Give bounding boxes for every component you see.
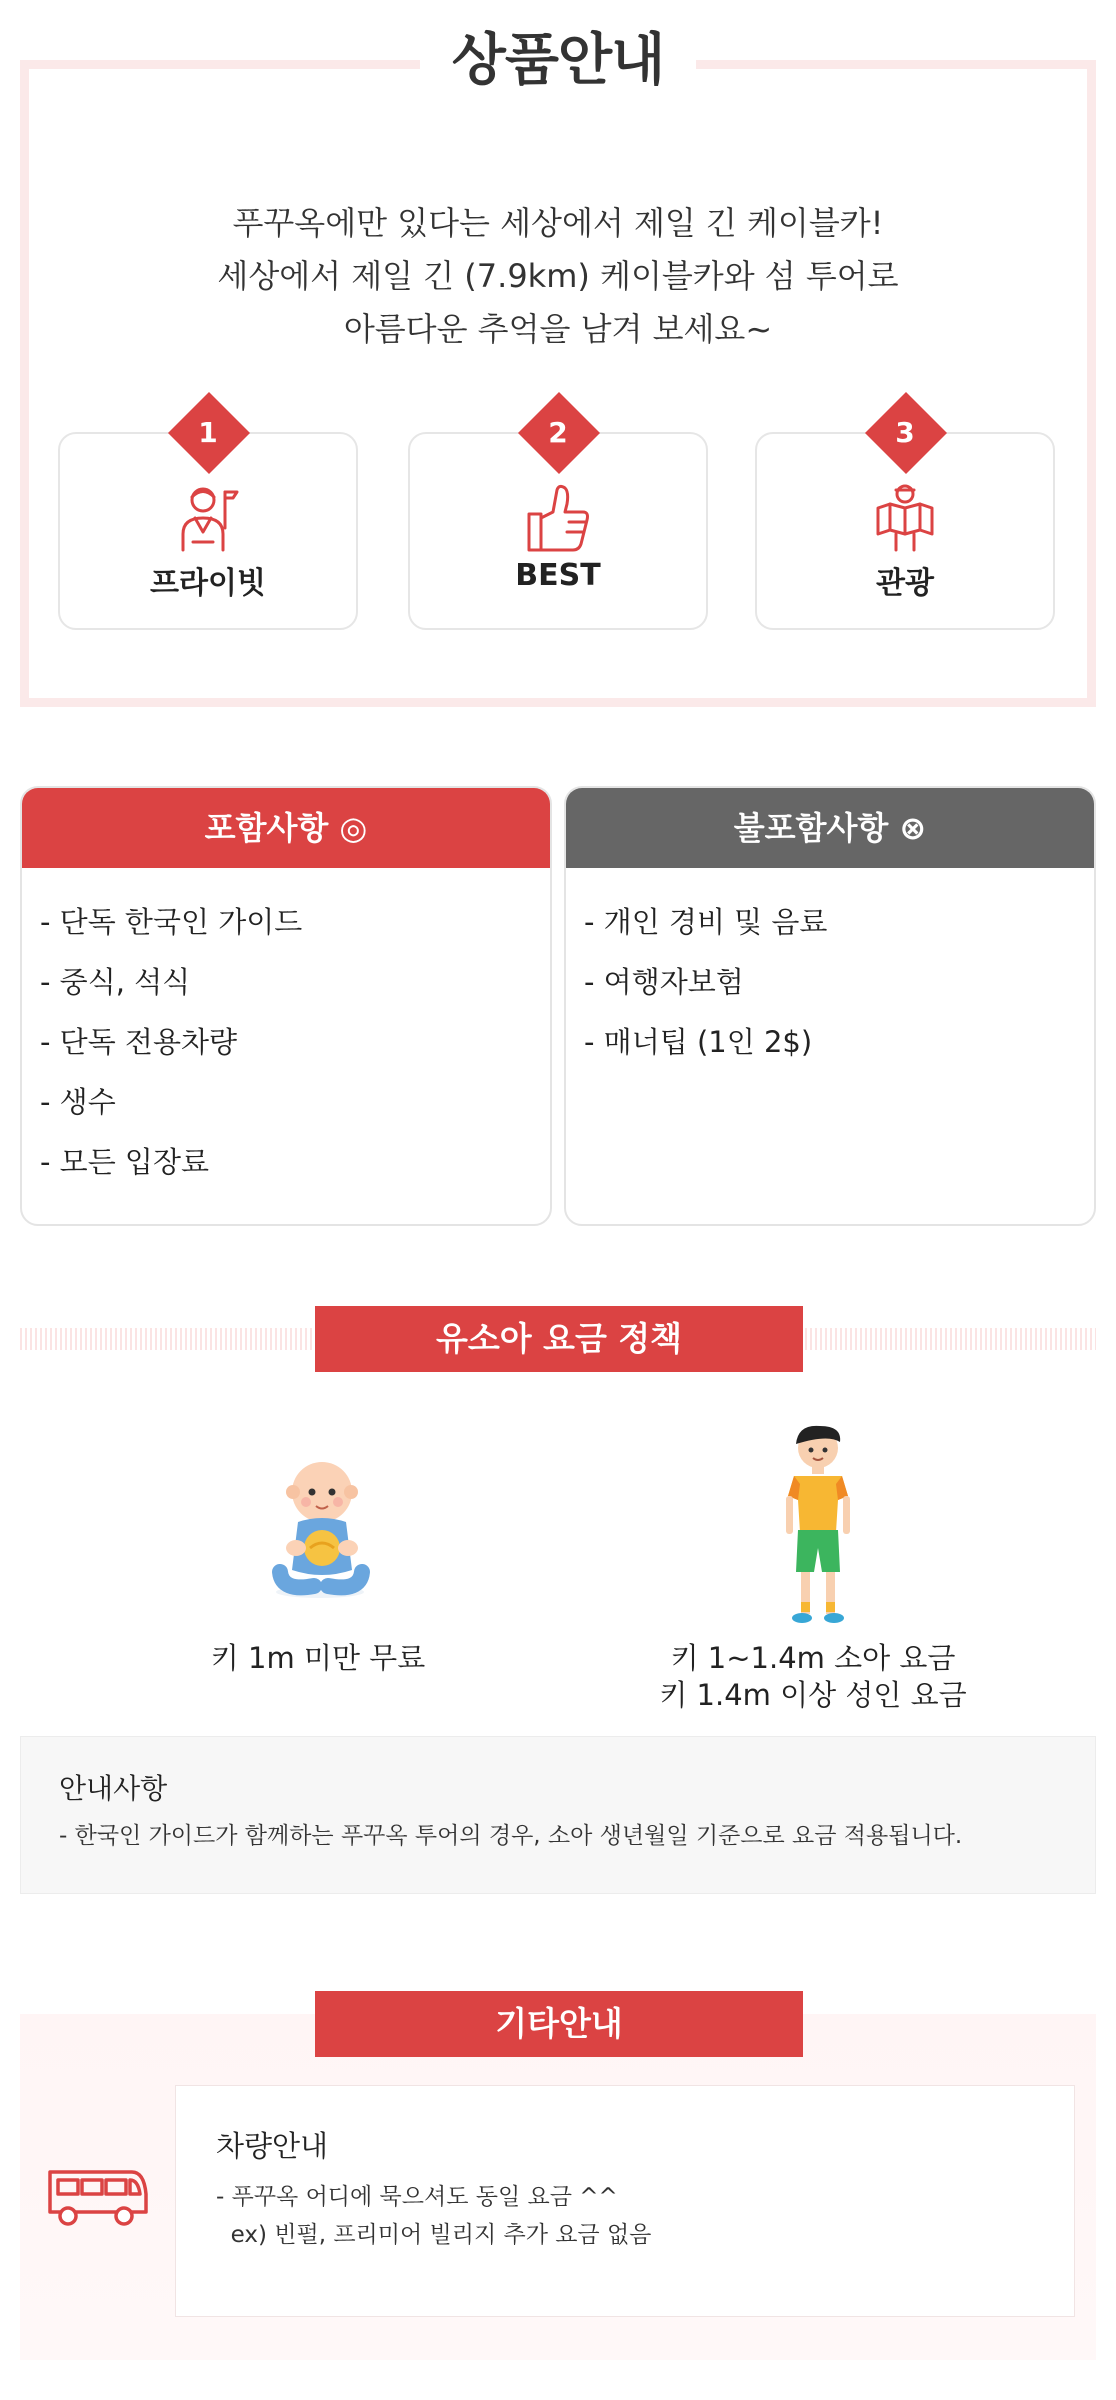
included-list — [22, 868, 550, 1216]
list-item: - 개인 경비 및 음료 — [584, 905, 828, 939]
notice-title: 안내사항 — [59, 1772, 168, 1805]
desc-line: 세상에서 제일 긴 (7.9km) 케이블카와 섬 투어로 — [217, 257, 899, 295]
included-box — [20, 786, 552, 1226]
feature-card-sightseeing — [755, 416, 1055, 630]
vehicle-info-line: ex) 빈펄, 프리미어 빌리지 추가 요금 없음 — [216, 2222, 652, 2248]
vehicle-info-title: 차량안내 — [216, 2129, 329, 2163]
feature-number: 1 — [198, 416, 218, 449]
child-illustration — [768, 1422, 868, 1632]
bus-icon — [44, 2164, 150, 2230]
feature-label: 프라이빗 — [150, 566, 266, 601]
vehicle-info-card — [175, 2085, 1075, 2317]
feature-number: 2 — [548, 416, 568, 449]
feature-label: 관광 — [876, 566, 934, 601]
child-policy-title: 유소아 요금 정책 — [315, 1306, 803, 1372]
excluded-box — [564, 786, 1096, 1226]
child-caption — [638, 1640, 988, 1714]
list-item: - 단독 한국인 가이드 — [40, 905, 303, 939]
list-item: - 여행자보험 — [584, 965, 744, 999]
product-title: 상품안내 — [420, 26, 696, 96]
list-item: - 모든 입장료 — [40, 1145, 209, 1179]
other-info-title: 기타안내 — [315, 1991, 803, 2057]
desc-line: 아름다운 추억을 남겨 보세요~ — [343, 310, 773, 348]
infant-caption: 키 1m 미만 무료 — [210, 1641, 426, 1675]
feature-label: BEST — [515, 558, 601, 593]
product-description — [60, 197, 1056, 356]
excluded-title: 불포함사항 ⊗ — [566, 788, 1094, 868]
desc-line: 푸꾸옥에만 있다는 세상에서 제일 긴 케이블카! — [232, 204, 884, 242]
child-caption-line: 키 1.4m 이상 성인 요금 — [659, 1678, 967, 1712]
infant-illustration — [262, 1452, 382, 1602]
thumbs-up-icon — [410, 482, 706, 554]
sightseeing-map-icon — [757, 482, 1053, 554]
list-item: - 단독 전용차량 — [40, 1025, 237, 1059]
private-guide-icon — [60, 482, 356, 554]
notice-box — [20, 1736, 1096, 1894]
list-item: - 생수 — [40, 1085, 116, 1119]
included-title: 포함사항 ◎ — [22, 788, 550, 868]
excluded-list — [566, 868, 1094, 1096]
notice-text: - 한국인 가이드가 함께하는 푸꾸옥 투어의 경우, 소아 생년월일 기준으로 요금 적용됩니다. — [59, 1823, 963, 1849]
child-caption-line: 키 1~1.4m 소아 요금 — [670, 1641, 956, 1675]
list-item: - 매너팁 (1인 2$) — [584, 1025, 813, 1059]
feature-number: 3 — [895, 416, 915, 449]
vehicle-info-line: - 푸꾸옥 어디에 묵으셔도 동일 요금 ^^ — [216, 2184, 618, 2210]
list-item: - 중식, 석식 — [40, 965, 191, 999]
feature-card-best — [408, 416, 708, 630]
feature-card-private — [58, 416, 358, 630]
